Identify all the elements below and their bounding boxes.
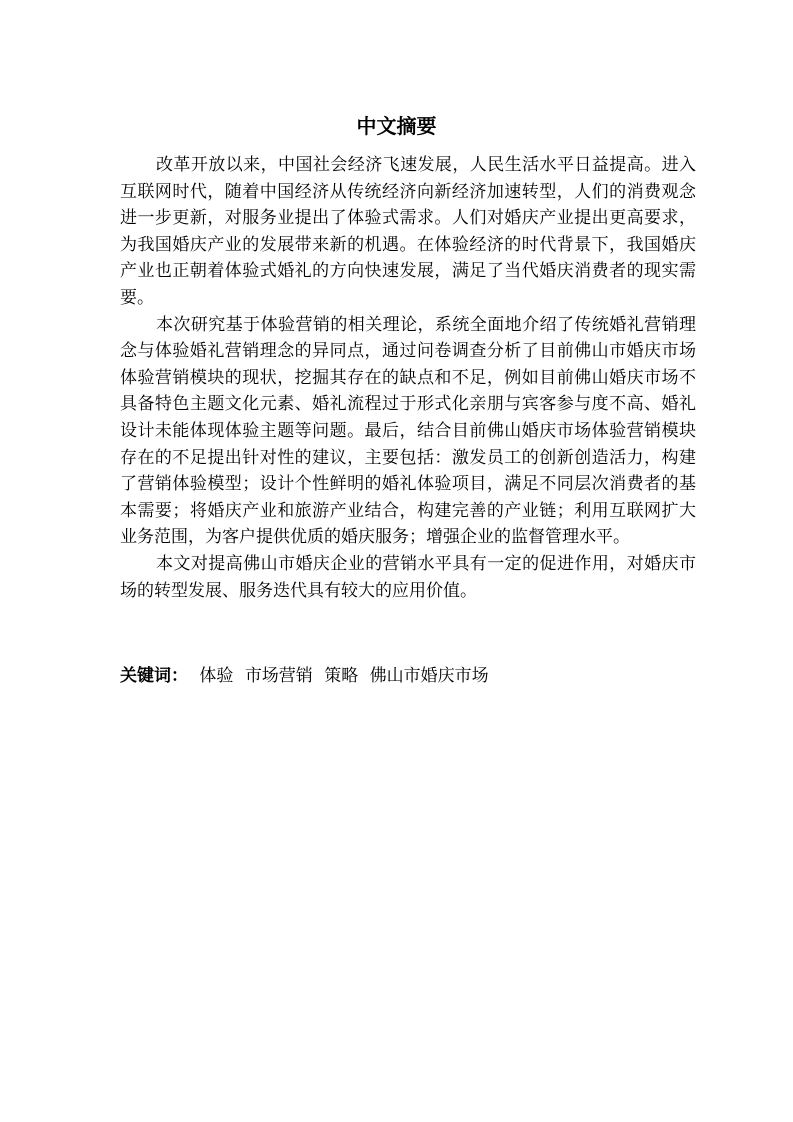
keyword-item: 体验	[199, 666, 234, 686]
keywords-label: 关键词：	[120, 666, 188, 686]
abstract-title: 中文摘要	[356, 114, 437, 138]
keywords-line	[120, 663, 696, 689]
abstract-paragraph-1: 改革开放以来，中国社会经济飞速发展，人民生活水平日益提高。进入互联网时代，随着中国经济从传统经济向新经济加速转型，人们的消费观念进一步更新，对服务业提出了体验式需求。人们对婚庆产业提出更高要求，为我国婚庆产业的发展带来新的机遇。在体验经济的时代背景下，我国婚庆产业也正朝着体验式婚礼的方向快速发展，满足了当代婚庆消费者的现实需要。	[120, 155, 696, 308]
keyword-item: 佛山市婚庆市场	[369, 666, 489, 686]
keyword-item: 市场营销	[244, 666, 313, 686]
abstract-paragraph-2: 本次研究基于体验营销的相关理论，系统全面地介绍了传统婚礼营销理念与体验婚礼营销理念的异同点，通过问卷调查分析了目前佛山市婚庆市场体验营销模块的现状，挖掘其存在的缺点和不足，例如目前佛山婚庆市场不具备特色主题文化元素、婚礼流程过于形式化亲朋与宾客参与度不高、婚礼设计未能体现体验主题等问题。最后，结合目前佛山婚庆市场体验营销模块存在的不足提出针对性的建议，主要包括：激发员工的创新创造活力，构建了营销体验模型；设计个性鲜明的婚礼体验项目，满足不同层次消费者的基本需要；将婚庆产业和旅游产业结合，构建完善的产业链；利用互联网扩大业务范围，为客户提供优质的婚庆服务；增强企业的监督管理水平。	[120, 314, 696, 548]
keyword-item: 策略	[324, 666, 359, 686]
abstract-paragraph-3: 本文对提高佛山市婚庆企业的营销水平具有一定的促进作用，对婚庆市场的转型发展、服务迭代具有较大的应用价值。	[120, 553, 696, 601]
abstract-body	[120, 152, 696, 604]
